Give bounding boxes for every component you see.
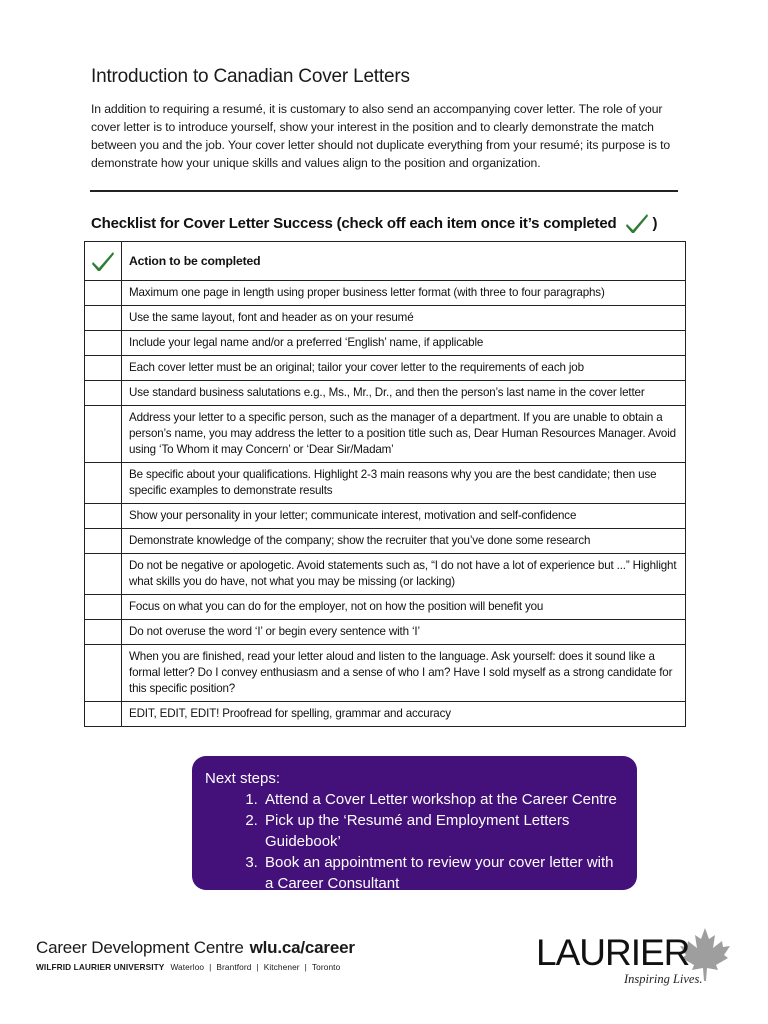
- checklist-row: [85, 463, 686, 504]
- action-item: Be specific about your qualifications. Highlight 2-3 main reasons why you are the best candidate; then use specific examples to demonstrate results: [122, 463, 686, 504]
- next-step-item: 1. Attend a Cover Letter workshop at the Career Centre: [262, 789, 623, 810]
- checklist-row: [85, 554, 686, 595]
- university-name: WILFRID LAURIER UNIVERSITY: [36, 962, 165, 972]
- checklist-heading-close: ): [652, 214, 658, 232]
- checklist-row: [85, 645, 686, 702]
- department-line: [36, 938, 355, 958]
- checkbox-cell[interactable]: [85, 356, 122, 381]
- laurier-logo: [536, 928, 736, 988]
- checkbox-cell[interactable]: [85, 406, 122, 463]
- footer-department: [36, 938, 355, 972]
- campus-name: Kitchener: [263, 962, 300, 972]
- checklist-row: [85, 281, 686, 306]
- checklist-row: [85, 331, 686, 356]
- checklist-row: [85, 529, 686, 554]
- section-divider: [90, 190, 678, 192]
- next-step-item: 3. Book an appointment to review your cover letter with a Career Consultant: [262, 852, 623, 894]
- checkbox-cell[interactable]: [85, 463, 122, 504]
- green-check-icon: [90, 248, 116, 274]
- checklist-heading: [91, 210, 657, 236]
- action-item: Do not overuse the word ‘I’ or begin every sentence with ‘I’: [122, 620, 686, 645]
- checkbox-cell[interactable]: [85, 595, 122, 620]
- campus-separator: |: [256, 962, 259, 972]
- campus-separator: |: [209, 962, 212, 972]
- campus-name: Brantford: [216, 962, 252, 972]
- action-item: Demonstrate knowledge of the company; show the recruiter that you’ve done some research: [122, 529, 686, 554]
- campus-separator: |: [304, 962, 307, 972]
- action-item: Use the same layout, font and header as on your resumé: [122, 306, 686, 331]
- next-step-item: 2. Pick up the ‘Resumé and Employment Letters Guidebook’: [262, 810, 623, 852]
- green-check-icon: [624, 210, 650, 236]
- checklist-row: [85, 356, 686, 381]
- checklist-row: [85, 595, 686, 620]
- university-line: [36, 962, 355, 972]
- page-title: Introduction to Canadian Cover Letters: [91, 66, 410, 87]
- logo-wordmark: LAURIER: [536, 932, 690, 973]
- checklist-row: [85, 504, 686, 529]
- checkbox-cell[interactable]: [85, 504, 122, 529]
- campus-name: Toronto: [311, 962, 341, 972]
- checklist-row: [85, 406, 686, 463]
- action-item: Maximum one page in length using proper business letter format (with three to four paragraphs): [122, 281, 686, 306]
- checkbox-cell[interactable]: [85, 620, 122, 645]
- checkbox-cell[interactable]: [85, 281, 122, 306]
- checkbox-cell[interactable]: [85, 306, 122, 331]
- action-item: Each cover letter must be an original; tailor your cover letter to the requirements of each job: [122, 356, 686, 381]
- checkbox-cell[interactable]: [85, 529, 122, 554]
- checkbox-cell[interactable]: [85, 331, 122, 356]
- table-header-row: [85, 242, 686, 281]
- intro-paragraph: In addition to requiring a resumé, it is customary to also send an accompanying cover letter. The role of your cover letter is to introduce yourself, show your interest in the position and to clearly demonstrate the match between you and the job. Your cover letter should not duplicate everything from your resumé; its purpose is to demonstrate how your unique skills and values align to the position and organization.: [91, 102, 671, 170]
- check-column-header: [85, 242, 122, 281]
- action-item: Show your personality in your letter; communicate interest, motivation and self-confidence: [122, 504, 686, 529]
- checklist-heading-text: Checklist for Cover Letter Success (check off each item once it’s completed: [91, 214, 617, 232]
- action-column-header: Action to be completed: [122, 242, 686, 281]
- checklist-row: [85, 381, 686, 406]
- department-url[interactable]: wlu.ca/career: [249, 938, 355, 957]
- next-steps-title: Next steps:: [205, 770, 281, 787]
- campus-name: Waterloo: [170, 962, 205, 972]
- action-item: Focus on what you can do for the employer, not on how the position will benefit you: [122, 595, 686, 620]
- action-item: EDIT, EDIT, EDIT! Proofread for spelling, grammar and accuracy: [122, 702, 686, 727]
- action-item: Do not be negative or apologetic. Avoid statements such as, “I do not have a lot of experience but ...” Highlight what skills you do have, not what you may be missing (or lacking): [122, 554, 686, 595]
- checkbox-cell[interactable]: [85, 645, 122, 702]
- next-steps-list: [205, 789, 623, 894]
- action-item: Use standard business salutations e.g., Ms., Mr., Dr., and then the person’s last name in the cover letter: [122, 381, 686, 406]
- checklist-row: [85, 702, 686, 727]
- logo-tagline: Inspiring Lives.: [624, 972, 703, 986]
- action-item: Address your letter to a specific person, such as the manager of a department. If you are unable to obtain a person’s name, you may address the letter to a position title such as, Dear Human Resources Manager. Avoid using ‘To Whom it may Concern’ or ‘Dear Sir/Madam’: [122, 406, 686, 463]
- next-steps-box: [192, 756, 637, 890]
- department-name: Career Development Centre: [36, 938, 244, 957]
- action-item: Include your legal name and/or a preferred ‘English’ name, if applicable: [122, 331, 686, 356]
- checkbox-cell[interactable]: [85, 554, 122, 595]
- action-item: When you are finished, read your letter aloud and listen to the language. Ask yourself: does it sound like a formal letter? Do I convey enthusiasm and a sense of who I am? Have I sold myself as a strong candidate for this specific position?: [122, 645, 686, 702]
- checkbox-cell[interactable]: [85, 702, 122, 727]
- checklist-table: [84, 241, 686, 727]
- checklist-row: [85, 620, 686, 645]
- checklist-row: [85, 306, 686, 331]
- checkbox-cell[interactable]: [85, 381, 122, 406]
